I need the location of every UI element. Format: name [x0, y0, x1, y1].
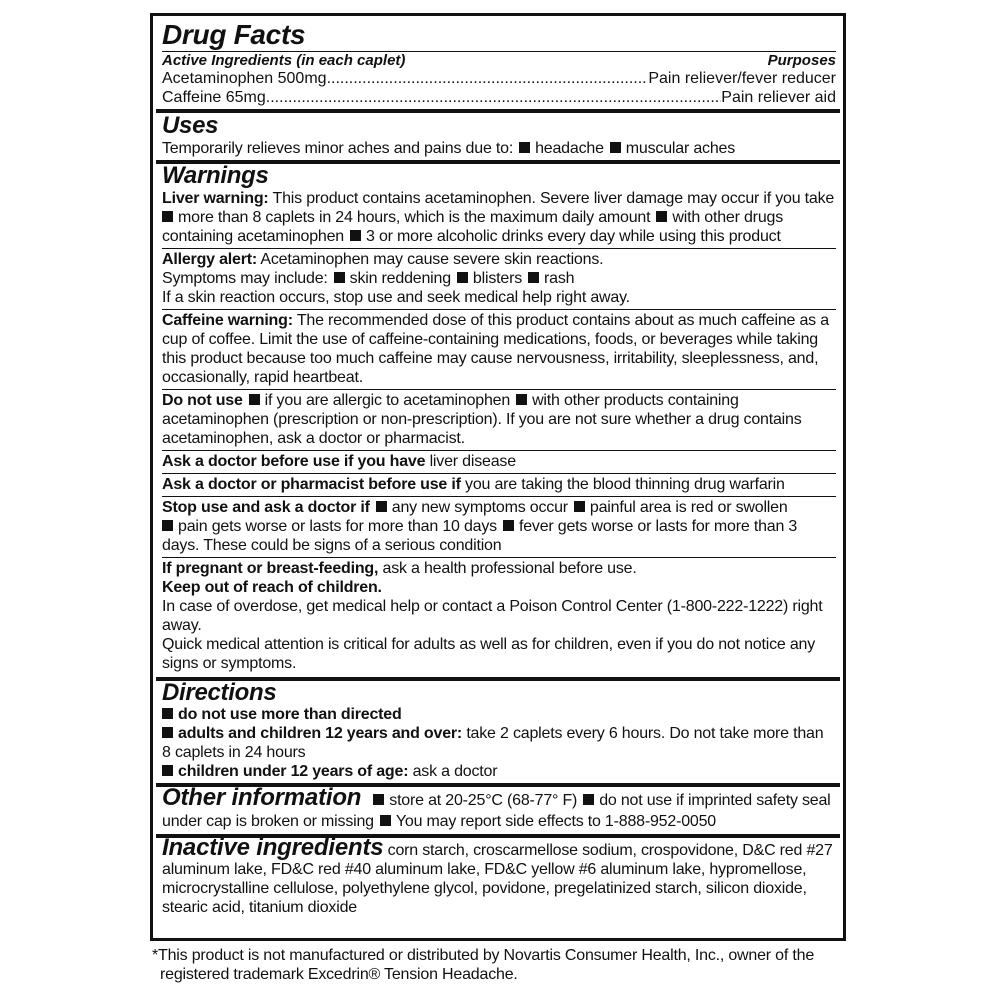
active-ingredients-section — [156, 19, 840, 113]
bullet-icon — [583, 794, 594, 805]
active-ingredients-header: Active Ingredients (in each caplet) — [162, 52, 406, 69]
directions-section: Directions do not use more than directed adults and children 12 years and over: take 2 caplets every 6 hours. Do not take more than 8 caplets in 24 hours children under 12 years of age: ask a doctor — [156, 681, 840, 787]
bullet-icon — [516, 394, 527, 405]
liver-warning: Liver warning: This product contains acetaminophen. Severe liver damage may occur if you take more than 8 caplets in 24 hours, which is the maximum daily amount with other drugs containing acetaminophen 3 or more alcoholic drinks every day while using this product — [162, 188, 836, 249]
bullet-icon — [457, 272, 468, 283]
uses-text: Temporarily relieves minor aches and pains due to: headache muscular aches — [162, 140, 736, 157]
footnote-line: *This product is not manufactured or distributed by Novartis Consumer Health, Inc., owner of the — [152, 947, 815, 964]
bullet-icon — [249, 394, 260, 405]
bullet-icon — [162, 727, 173, 738]
uses-section — [156, 113, 840, 164]
bullet-icon — [162, 520, 173, 531]
inactive-ingredients-section — [156, 834, 840, 919]
uses-heading: Uses — [162, 112, 219, 139]
bullet-icon — [656, 211, 667, 222]
allergy-alert: Allergy alert: Acetaminophen may cause severe skin reactions. Symptoms may include: skin reddening blisters rash If a skin reaction occurs, stop use and seek medical help right away. — [162, 249, 836, 310]
bullet-icon — [503, 520, 514, 531]
ingredient-row — [162, 69, 836, 88]
bullet-icon — [373, 794, 384, 805]
bullet-icon — [380, 815, 391, 826]
ask-doctor: Ask a doctor before use if you have liver disease — [162, 451, 836, 474]
ingredient-row — [162, 88, 836, 107]
bullet-icon — [376, 501, 387, 512]
ingredient-purpose: Pain reliever/fever reducer — [648, 70, 836, 87]
ingredient-name: Caffeine 65mg — [162, 89, 266, 106]
inactive-ingredients-text: corn starch, croscarmellose sodium, crospovidone, D&C red #27 aluminum lake, FD&C red #40 aluminum lake, FD&C yellow #6 aluminum lake, hypromellose, microcrystalline cellulose, polyethylene glycol, povidone, pregelatinized starch, silicon dioxide, stearic acid, titanium dioxide — [162, 842, 833, 916]
warnings-section — [156, 164, 840, 681]
bullet-icon — [350, 230, 361, 241]
dot-leader — [266, 88, 721, 107]
pregnancy-and-overdose: If pregnant or breast-feeding, ask a health professional before use. Keep out of reach of children. In case of overdose, get medical help or contact a Poison Control Center (1-800-222-1222) right away. Quick medical attention is critical for adults as well as for children, even if you do not notice any signs or symptoms. — [162, 560, 823, 672]
bullet-icon — [162, 708, 173, 719]
caffeine-warning: Caffeine warning: The recommended dose of this product contains about as much caffeine as a cup of coffee. Limit the use of caffeine-containing medications, foods, or beverages while taking this product because too much caffeine may cause nervousness, irritability, sleeplessness, and, occasionally, rapid heartbeat. — [162, 310, 836, 390]
dot-leader — [327, 69, 649, 88]
bullet-icon — [334, 272, 345, 283]
directions-heading: Directions — [162, 679, 277, 706]
footnote — [152, 946, 852, 984]
bullet-icon — [528, 272, 539, 283]
ingredient-name: Acetaminophen 500mg — [162, 70, 327, 87]
other-information-heading: Other information — [162, 784, 362, 811]
bullet-icon — [574, 501, 585, 512]
ask-pharmacist: Ask a doctor or pharmacist before use if you are taking the blood thinning drug warfarin — [162, 474, 836, 497]
warnings-heading: Warnings — [162, 162, 269, 189]
inactive-ingredients-heading: Inactive ingredients — [162, 834, 384, 861]
stop-use: Stop use and ask a doctor if any new symptoms occur painful area is red or swollen pain gets worse or lasts for more than 10 days fever gets worse or lasts for more than 3 days. These could be signs of a serious condition — [162, 497, 836, 558]
bullet-icon — [610, 142, 621, 153]
drug-facts-panel — [150, 13, 846, 941]
do-not-use: Do not use if you are allergic to acetaminophen with other products containing acetaminophen (prescription or non-prescription). If you are not sure whether a drug contains acetaminophen, ask a doctor or pharmacist. — [162, 390, 836, 451]
ingredient-purpose: Pain reliever aid — [721, 89, 836, 106]
bullet-icon — [162, 765, 173, 776]
purposes-header: Purposes — [767, 52, 836, 69]
other-information-section: Other information store at 20-25°C (68-77° F) do not use if imprinted safety seal under cap is broken or missing You may report side effects to 1-888-952-0050 — [156, 787, 840, 838]
drug-facts-title: Drug Facts — [162, 19, 836, 52]
bullet-icon — [162, 211, 173, 222]
footnote-line: registered trademark Excedrin® Tension Headache. — [160, 966, 518, 983]
bullet-icon — [519, 142, 530, 153]
